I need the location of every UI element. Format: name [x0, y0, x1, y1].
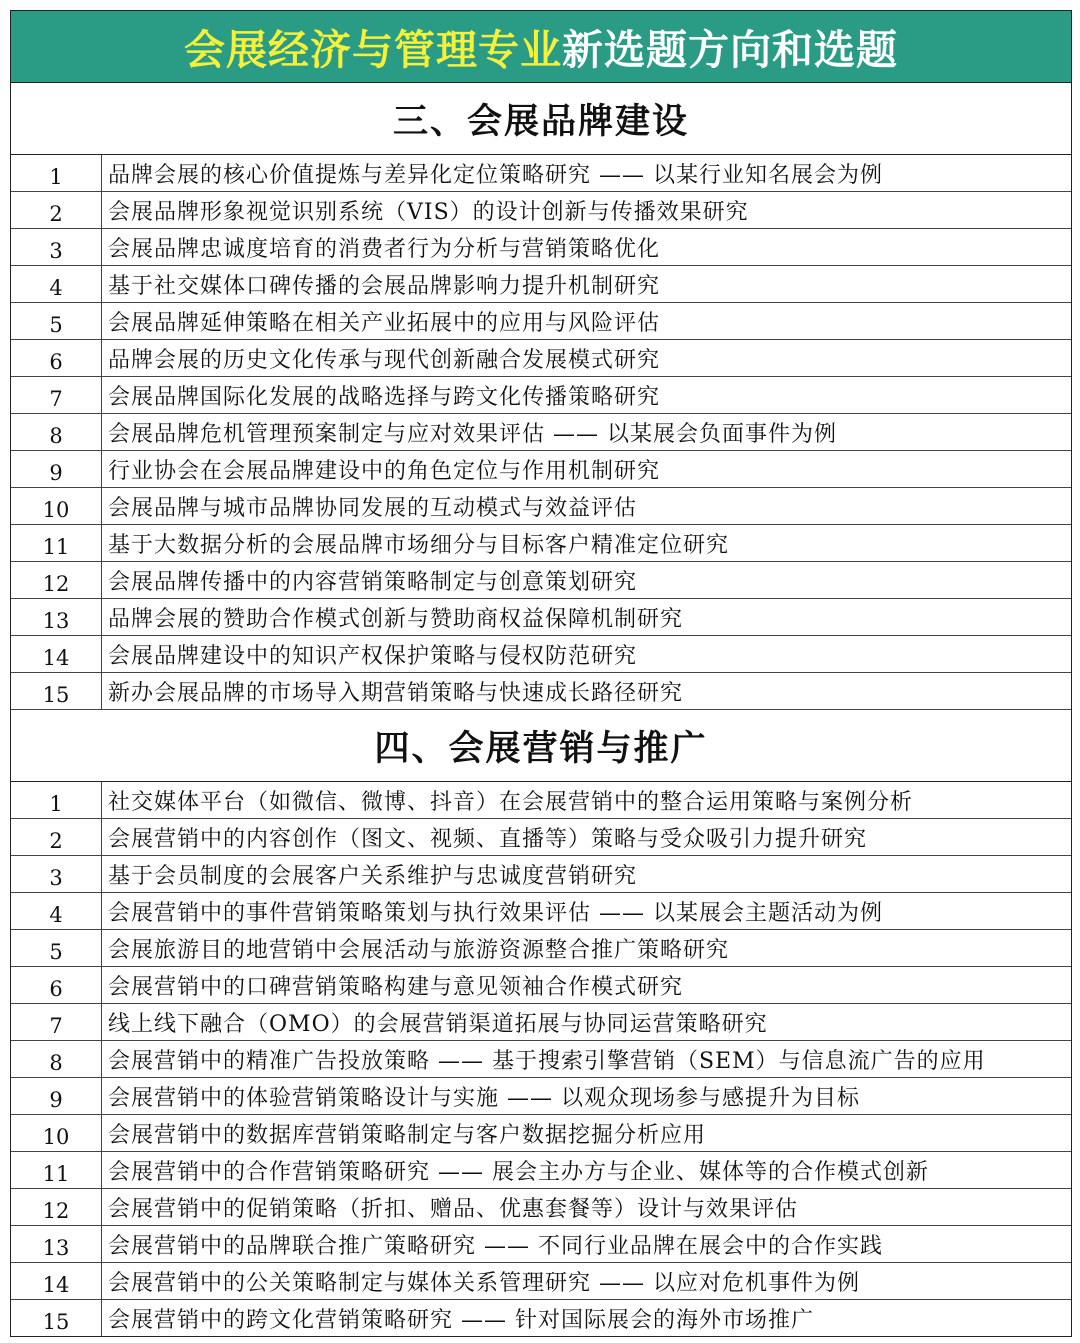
- row-number: 15: [11, 673, 102, 709]
- row-number: 3: [11, 229, 102, 265]
- row-number: 2: [11, 192, 102, 228]
- row-number: 10: [11, 488, 102, 524]
- row-number: 14: [11, 1263, 102, 1299]
- topic-title: 会展营销中的跨文化营销策略研究 —— 针对国际展会的海外市场推广: [108, 1307, 814, 1333]
- row-number: 15: [11, 1300, 102, 1336]
- row-number: 4: [11, 893, 102, 929]
- table-row: [11, 192, 1071, 229]
- table-row: [11, 414, 1071, 451]
- topic-title: 基于社交媒体口碑传播的会展品牌影响力提升机制研究: [108, 273, 661, 299]
- row-number: 6: [11, 967, 102, 1003]
- row-number: 9: [11, 451, 102, 487]
- title-highlight: 会展经济与管理专业: [184, 26, 562, 74]
- table-row: [11, 1263, 1071, 1300]
- topic-title: 基于大数据分析的会展品牌市场细分与目标客户精准定位研究: [108, 532, 730, 558]
- row-number: 2: [11, 819, 102, 855]
- table-row: [11, 599, 1071, 636]
- row-number: 1: [11, 782, 102, 818]
- row-number: 10: [11, 1115, 102, 1151]
- topic-title: 会展品牌建设中的知识产权保护策略与侵权防范研究: [108, 643, 638, 669]
- table-row: [11, 266, 1071, 303]
- table-row: [11, 1078, 1071, 1115]
- topic-title: 行业协会在会展品牌建设中的角色定位与作用机制研究: [108, 458, 661, 484]
- topic-title: 社交媒体平台（如微信、微博、抖音）在会展营销中的整合运用策略与案例分析: [108, 789, 914, 815]
- topic-title: 会展营销中的数据库营销策略制定与客户数据挖掘分析应用: [108, 1122, 707, 1148]
- topic-title: 会展品牌忠诚度培育的消费者行为分析与营销策略优化: [108, 236, 661, 262]
- table-row: [11, 930, 1071, 967]
- sections-container: [11, 83, 1071, 1336]
- table-row: [11, 1152, 1071, 1189]
- topic-title: 品牌会展的历史文化传承与现代创新融合发展模式研究: [108, 347, 661, 373]
- topic-title: 会展品牌传播中的内容营销策略制定与创意策划研究: [108, 569, 638, 595]
- table-row: [11, 488, 1071, 525]
- table-row: [11, 782, 1071, 819]
- topic-title: 会展品牌国际化发展的战略选择与跨文化传播策略研究: [108, 384, 661, 410]
- table-row: [11, 673, 1071, 710]
- topic-title: 品牌会展的核心价值提炼与差异化定位策略研究 —— 以某行业知名展会为例: [108, 162, 883, 188]
- topic-title: 会展品牌危机管理预案制定与应对效果评估 —— 以某展会负面事件为例: [108, 421, 837, 447]
- table-row: [11, 967, 1071, 1004]
- row-number: 11: [11, 1152, 102, 1188]
- row-number: 4: [11, 266, 102, 302]
- table-row: [11, 819, 1071, 856]
- table-row: [11, 229, 1071, 266]
- topic-title: 会展品牌与城市品牌协同发展的互动模式与效益评估: [108, 495, 638, 521]
- topic-title: 会展品牌延伸策略在相关产业拓展中的应用与风险评估: [108, 310, 661, 336]
- table-row: [11, 856, 1071, 893]
- table-row: [11, 525, 1071, 562]
- row-number: 6: [11, 340, 102, 376]
- table-row: [11, 636, 1071, 673]
- table-row: [11, 893, 1071, 930]
- row-number: 8: [11, 1041, 102, 1077]
- topic-title: 品牌会展的赞助合作模式创新与赞助商权益保障机制研究: [108, 606, 684, 632]
- table-row: [11, 562, 1071, 599]
- section-heading: 三、会展品牌建设: [11, 83, 1071, 155]
- topic-title: 会展营销中的事件营销策略策划与执行效果评估 —— 以某展会主题活动为例: [108, 900, 883, 926]
- table-row: [11, 1041, 1071, 1078]
- table-row: [11, 303, 1071, 340]
- topic-title: 会展品牌形象视觉识别系统（VIS）的设计创新与传播效果研究: [108, 199, 749, 225]
- topic-title: 会展营销中的体验营销策略设计与实施 —— 以观众现场参与感提升为目标: [108, 1085, 860, 1111]
- row-number: 13: [11, 599, 102, 635]
- row-number: 5: [11, 303, 102, 339]
- topic-title: 会展营销中的内容创作（图文、视频、直播等）策略与受众吸引力提升研究: [108, 826, 868, 852]
- row-number: 5: [11, 930, 102, 966]
- table-row: [11, 377, 1071, 414]
- table-row: [11, 1189, 1071, 1226]
- table-row: [11, 1300, 1071, 1336]
- row-number: 12: [11, 562, 102, 598]
- row-number: 8: [11, 414, 102, 450]
- table-row: [11, 155, 1071, 192]
- topic-title: 线上线下融合（OMO）的会展营销渠道拓展与协同运营策略研究: [108, 1011, 768, 1037]
- topics-table: [10, 10, 1072, 1337]
- row-number: 3: [11, 856, 102, 892]
- topic-title: 会展营销中的口碑营销策略构建与意见领袖合作模式研究: [108, 974, 684, 1000]
- row-number: 13: [11, 1226, 102, 1262]
- topic-title: 会展营销中的品牌联合推广策略研究 —— 不同行业品牌在展会中的合作实践: [108, 1233, 883, 1259]
- table-row: [11, 1226, 1071, 1263]
- topic-title: 会展营销中的促销策略（折扣、赠品、优惠套餐等）设计与效果评估: [108, 1196, 799, 1222]
- table-row: [11, 451, 1071, 488]
- row-number: 7: [11, 1004, 102, 1040]
- section-heading: 四、会展营销与推广: [11, 710, 1071, 782]
- row-number: 11: [11, 525, 102, 561]
- table-row: [11, 340, 1071, 377]
- topic-title: 新办会展品牌的市场导入期营销策略与快速成长路径研究: [108, 680, 684, 706]
- title-rest: 新选题方向和选题: [562, 26, 898, 74]
- row-number: 9: [11, 1078, 102, 1114]
- row-number: 12: [11, 1189, 102, 1225]
- table-row: [11, 1115, 1071, 1152]
- row-number: 7: [11, 377, 102, 413]
- topic-title: 会展营销中的公关策略制定与媒体关系管理研究 —— 以应对危机事件为例: [108, 1270, 860, 1296]
- topic-title: 会展营销中的合作营销策略研究 —— 展会主办方与企业、媒体等的合作模式创新: [108, 1159, 929, 1185]
- topic-title: 基于会员制度的会展客户关系维护与忠诚度营销研究: [108, 863, 638, 889]
- row-number: 14: [11, 636, 102, 672]
- topic-title: 会展营销中的精准广告投放策略 —— 基于搜索引擎营销（SEM）与信息流广告的应用: [108, 1048, 986, 1074]
- table-row: [11, 1004, 1071, 1041]
- page-title: [11, 10, 1071, 83]
- topic-title: 会展旅游目的地营销中会展活动与旅游资源整合推广策略研究: [108, 937, 730, 963]
- row-number: 1: [11, 155, 102, 191]
